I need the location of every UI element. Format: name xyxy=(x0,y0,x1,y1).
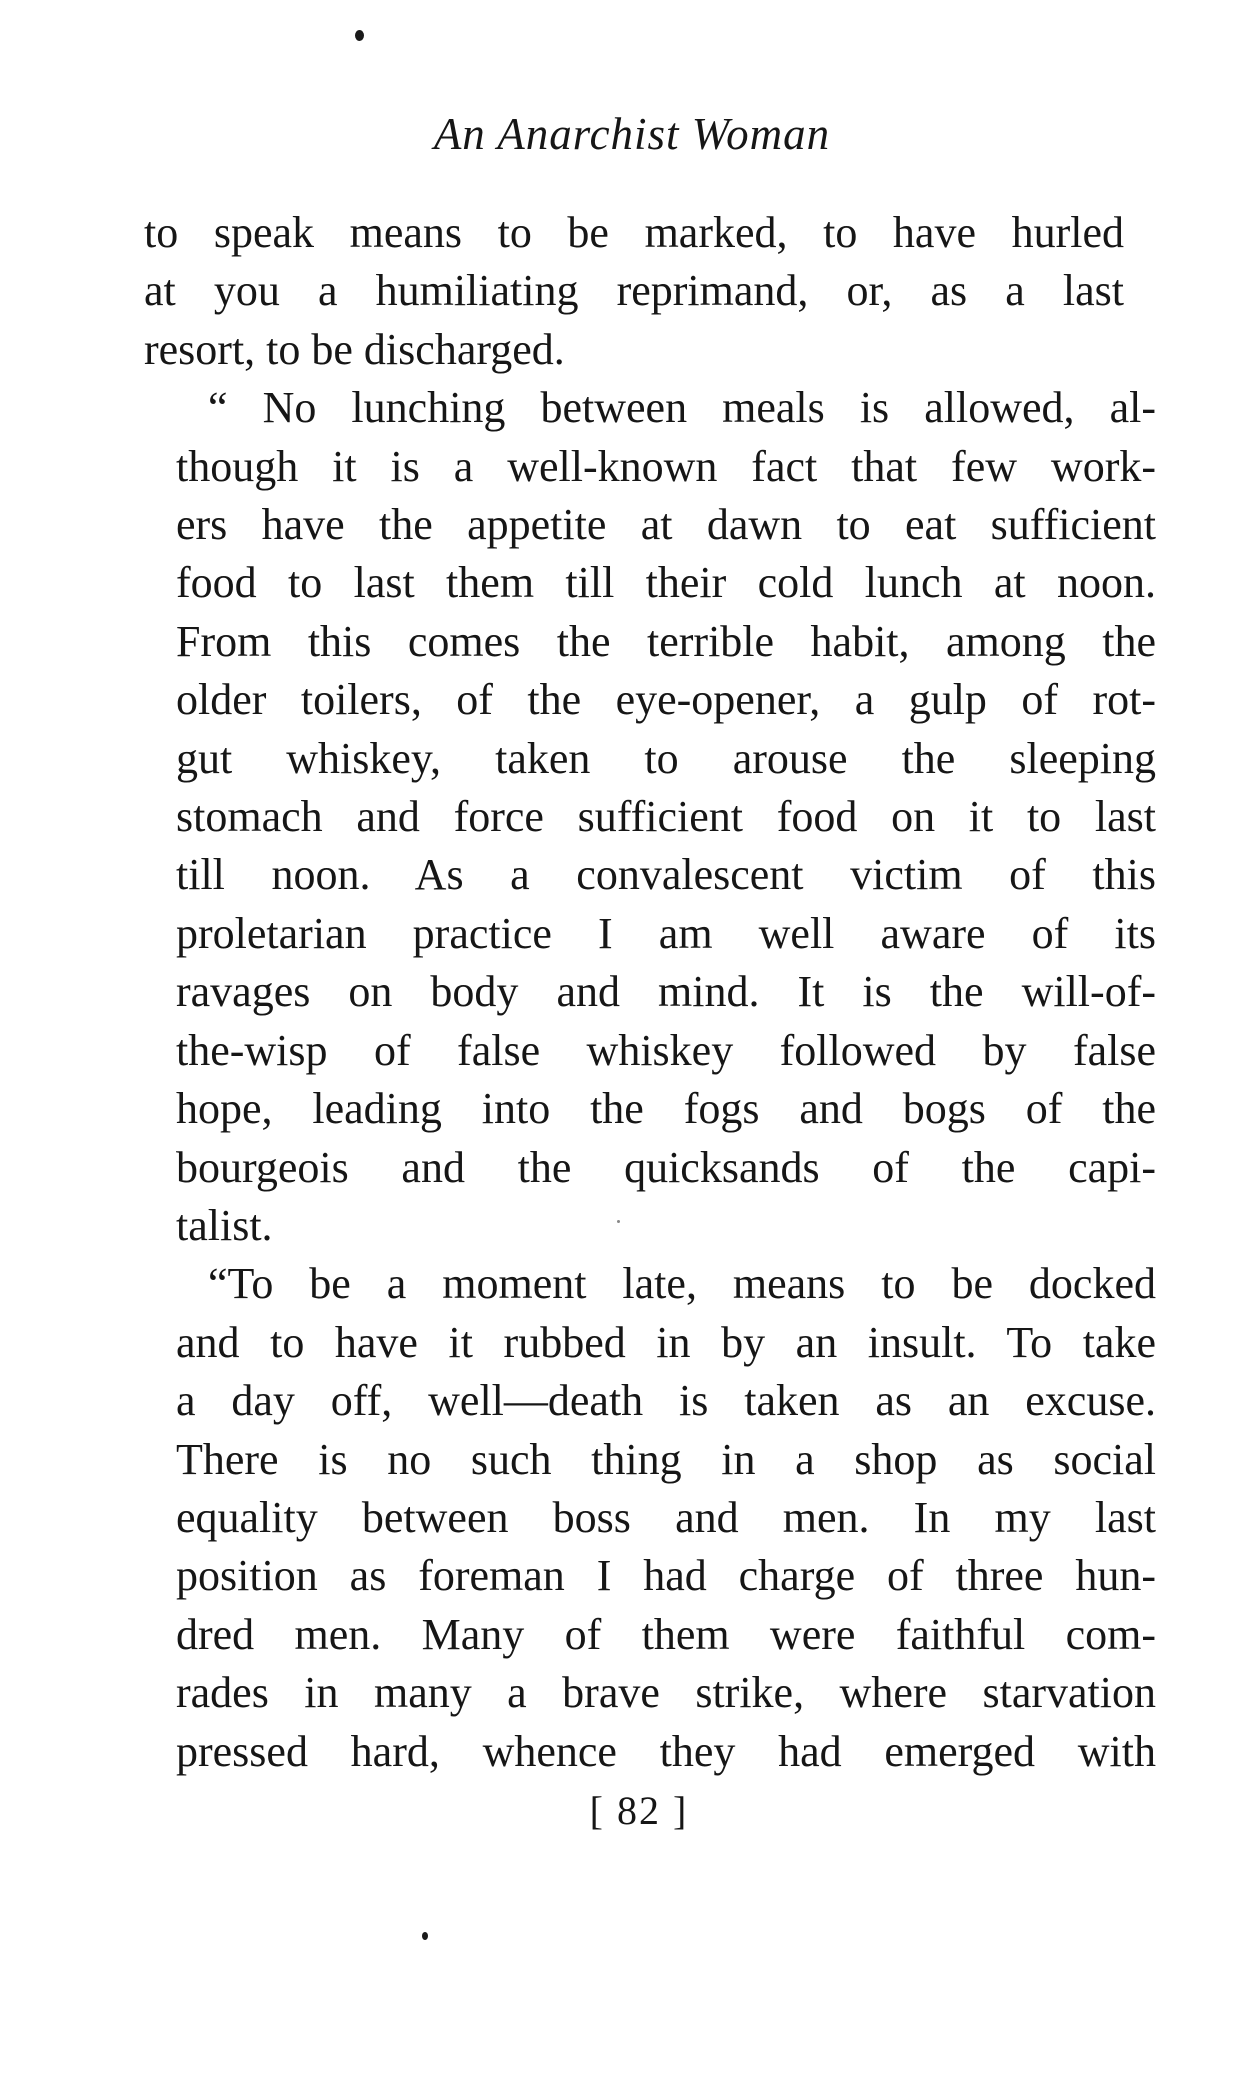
text-line: the-wisp of false whiskey followed by false xyxy=(176,1025,1156,1075)
text-line: till noon. As a convalescent victim of this xyxy=(176,850,1156,900)
text-line: From this comes the terrible habit, among the xyxy=(176,616,1156,666)
text-line: to speak means to be marked, to have hurled xyxy=(144,208,1124,257)
text-line: “To be a moment late, means to be docked xyxy=(208,1259,1156,1309)
ink-speck xyxy=(355,30,364,41)
paragraph xyxy=(144,1255,1156,1781)
text-line: pressed hard, whence they had emerged with xyxy=(176,1726,1156,1776)
body-text xyxy=(144,204,1156,1781)
text-line: stomach and force sufficient food on it to last xyxy=(176,792,1156,842)
text-line: equality between boss and men. In my last xyxy=(176,1492,1156,1542)
text-line: and to have it rubbed in by an insult. To take xyxy=(176,1317,1156,1367)
text-line: ers have the appetite at dawn to eat sufficient xyxy=(176,500,1156,550)
text-line: talist. xyxy=(176,1200,273,1250)
paragraph xyxy=(144,204,1124,379)
text-line: proletarian practice I am well aware of its xyxy=(176,908,1156,958)
text-line: older toilers, of the eye-opener, a gulp of rot- xyxy=(176,675,1156,725)
text-line: hope, leading into the fogs and bogs of the xyxy=(176,1084,1156,1134)
text-line: There is no such thing in a shop as social xyxy=(176,1434,1156,1484)
text-line: ravages on body and mind. It is the will-of- xyxy=(176,967,1156,1017)
text-line: food to last them till their cold lunch at noon. xyxy=(176,558,1156,608)
text-line: “ No lunching between meals is allowed, al- xyxy=(208,383,1156,433)
text-line: gut whiskey, taken to arouse the sleeping xyxy=(176,733,1156,783)
text-line: at you a humiliating reprimand, or, as a last xyxy=(144,266,1124,316)
text-line: dred men. Many of them were faithful com- xyxy=(176,1609,1156,1659)
text-line: a day off, well—death is taken as an excuse. xyxy=(176,1376,1156,1426)
text-line: position as foreman I had charge of three hun- xyxy=(176,1551,1156,1601)
paragraph xyxy=(144,379,1156,1255)
text-line: bourgeois and the quicksands of the capi- xyxy=(176,1142,1156,1192)
page-number: [ 82 ] xyxy=(589,1788,689,1833)
running-title: An Anarchist Woman xyxy=(433,109,831,159)
text-line: resort, to be discharged. xyxy=(144,324,565,374)
text-line: though it is a well-known fact that few work- xyxy=(176,441,1156,491)
text-line: rades in many a brave strike, where starvation xyxy=(176,1668,1156,1718)
ink-speck xyxy=(422,1932,428,1940)
